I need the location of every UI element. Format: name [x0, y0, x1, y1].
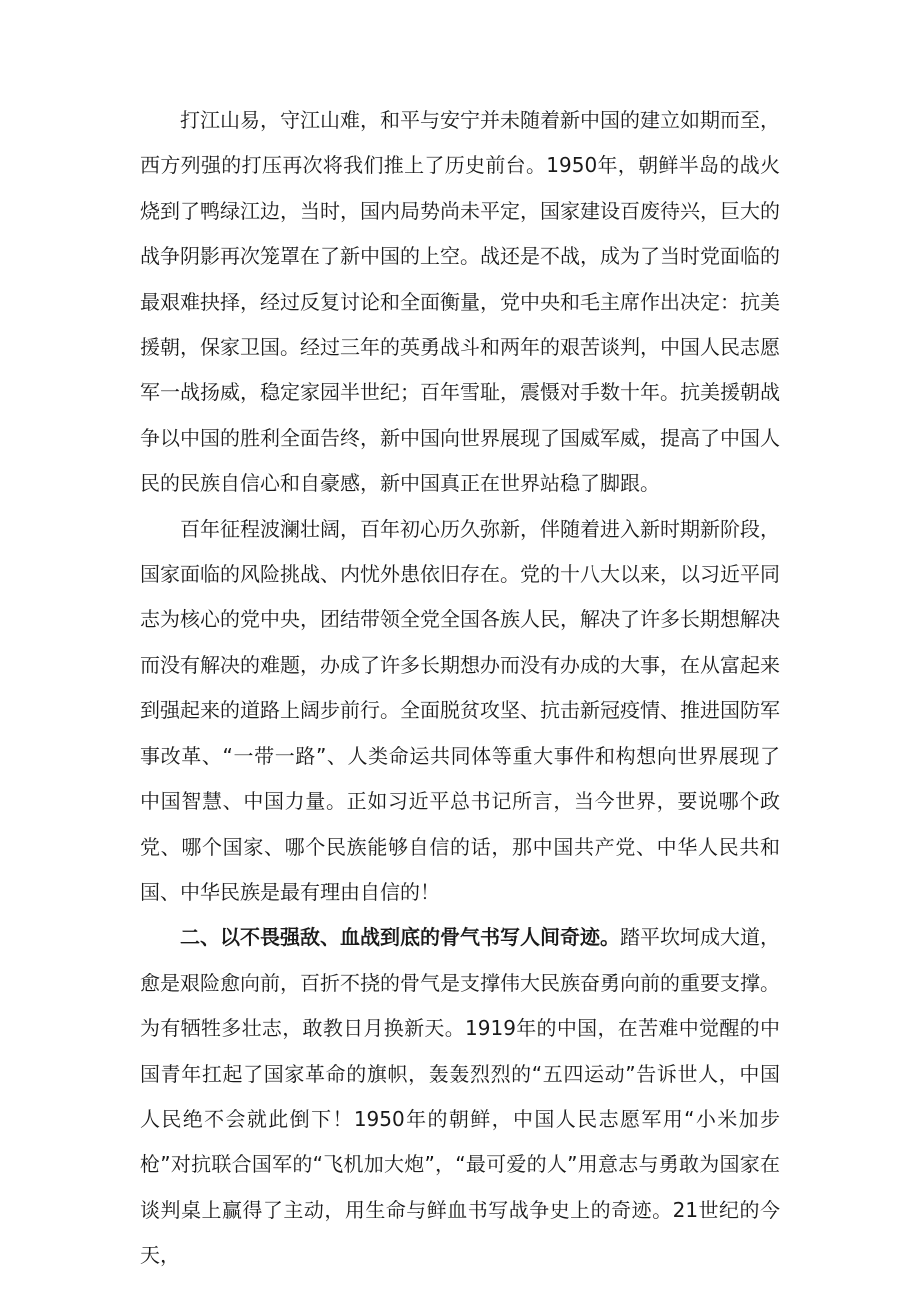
paragraph-2: [140, 507, 780, 916]
paragraph-3-text: 踏平坎坷成大道，愈是艰险愈向前，百折不挠的骨气是支撑伟大民族奋勇向前的重要支撑。为有牺牲多壮志，敢教日月换新天。1919年的中国，在苦难中觉醒的中国青年扛起了国家革命的旗帜，轰轰烈烈的“五四运动”告诉世人，中国人民绝不会就此倒下！1950年的朝鲜，中国人民志愿军用“小米加步枪”对抗联合国军的“飞机加大炮”，“最可爱的人”用意志与勇敢为国家在谈判桌上赢得了主动，用生命与鲜血书写战争史上的奇迹。21世纪的今天，: [140, 925, 780, 1268]
section-heading-lead: 二、以不畏强敌、血战到底的骨气书写人间奇迹。: [180, 925, 620, 950]
paragraph-3: [140, 915, 780, 1278]
document-body: [140, 98, 780, 1279]
paragraph-1: [140, 98, 780, 507]
paragraph-2-text: 百年征程波澜壮阔，百年初心历久弥新，伴随着进入新时期新阶段，国家面临的风险挑战、内忧外患依旧存在。党的十八大以来，以习近平同志为核心的党中央，团结带领全党全国各族人民，解决了许多长期想解决而没有解决的难题，办成了许多长期想办而没有办成的大事，在从富起来到强起来的道路上阔步前行。全面脱贫攻坚、抗击新冠疫情、推进国防军事改革、“一带一路”、人类命运共同体等重大事件和构想向世界展现了中国智慧、中国力量。正如习近平总书记所言，当今世界，要说哪个政党、哪个国家、哪个民族能够自信的话，那中国共产党、中华人民共和国、中华民族是最有理由自信的！: [140, 516, 780, 904]
paragraph-1-text: 打江山易，守江山难，和平与安宁并未随着新中国的建立如期而至，西方列强的打压再次将我们推上了历史前台。1950年，朝鲜半岛的战火烧到了鸭绿江边，当时，国内局势尚未平定，国家建设百废待兴，巨大的战争阴影再次笼罩在了新中国的上空。战还是不战，成为了当时党面临的最艰难抉择，经过反复讨论和全面衡量，党中央和毛主席作出决定：抗美援朝，保家卫国。经过三年的英勇战斗和两年的艰苦谈判，中国人民志愿军一战扬威，稳定家园半世纪；百年雪耻，震慑对手数十年。抗美援朝战争以中国的胜利全面告终，新中国向世界展现了国威军威，提高了中国人民的民族自信心和自豪感，新中国真正在世界站稳了脚跟。: [140, 108, 780, 496]
